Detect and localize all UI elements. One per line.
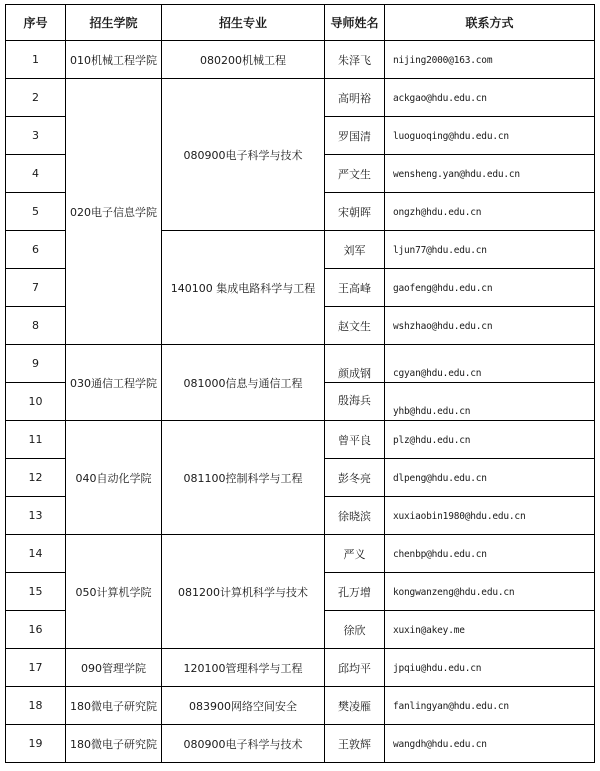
email-cell	[385, 649, 595, 687]
major-cell: 140100 集成电路科学与工程	[162, 231, 325, 345]
email-cell	[385, 383, 595, 421]
major-cell: 080200机械工程	[162, 41, 325, 79]
email-link[interactable]: kongwanzeng@hdu.edu.cn	[393, 587, 515, 598]
email-cell	[385, 231, 595, 269]
advisor-name: 邱均平	[325, 649, 385, 687]
advisor-name: 樊凌雁	[325, 687, 385, 725]
header-advisor: 导师姓名	[325, 5, 385, 41]
row-number: 14	[6, 535, 66, 573]
row-number: 12	[6, 459, 66, 497]
advisor-table	[5, 4, 595, 763]
college-cell: 180微电子研究院	[66, 725, 162, 763]
row-number: 9	[6, 345, 66, 383]
advisor-name: 高明裕	[325, 79, 385, 117]
row-number: 6	[6, 231, 66, 269]
major-cell: 120100管理科学与工程	[162, 649, 325, 687]
major-cell: 080900电子科学与技术	[162, 79, 325, 231]
major-cell: 080900电子科学与技术	[162, 725, 325, 763]
college-cell: 020电子信息学院	[66, 79, 162, 345]
email-link[interactable]: cgyan@hdu.edu.cn	[393, 368, 482, 379]
advisor-name: 刘军	[325, 231, 385, 269]
row-number: 5	[6, 193, 66, 231]
email-cell	[385, 687, 595, 725]
college-cell: 010机械工程学院	[66, 41, 162, 79]
email-cell	[385, 421, 595, 459]
header-index: 序号	[6, 5, 66, 41]
table-row	[6, 725, 595, 763]
major-cell: 081100控制科学与工程	[162, 421, 325, 535]
email-link[interactable]: nijing2000@163.com	[393, 55, 493, 66]
advisor-name: 宋朝晖	[325, 193, 385, 231]
row-number: 2	[6, 79, 66, 117]
email-cell	[385, 535, 595, 573]
email-cell	[385, 725, 595, 763]
email-link[interactable]: plz@hdu.edu.cn	[393, 435, 471, 446]
email-cell	[385, 611, 595, 649]
row-number: 17	[6, 649, 66, 687]
row-number: 19	[6, 725, 66, 763]
row-number: 10	[6, 383, 66, 421]
email-link[interactable]: yhb@hdu.edu.cn	[393, 406, 471, 417]
email-link[interactable]: ackgao@hdu.edu.cn	[393, 93, 487, 104]
table-row	[6, 687, 595, 725]
email-link[interactable]: wshzhao@hdu.edu.cn	[393, 321, 493, 332]
row-number: 4	[6, 155, 66, 193]
advisor-name: 赵文生	[325, 307, 385, 345]
header-contact: 联系方式	[385, 5, 595, 41]
email-cell	[385, 307, 595, 345]
header-college: 招生学院	[66, 5, 162, 41]
email-cell	[385, 155, 595, 193]
college-cell: 040自动化学院	[66, 421, 162, 535]
row-number: 13	[6, 497, 66, 535]
advisor-name: 曾平良	[325, 421, 385, 459]
college-cell: 090管理学院	[66, 649, 162, 687]
email-cell	[385, 497, 595, 535]
advisor-name: 罗国清	[325, 117, 385, 155]
email-cell	[385, 345, 595, 383]
row-number: 8	[6, 307, 66, 345]
college-cell: 030通信工程学院	[66, 345, 162, 421]
table-row	[6, 345, 595, 383]
major-cell: 081000信息与通信工程	[162, 345, 325, 421]
advisor-name: 王高峰	[325, 269, 385, 307]
email-cell	[385, 79, 595, 117]
email-cell	[385, 459, 595, 497]
email-link[interactable]: ongzh@hdu.edu.cn	[393, 207, 482, 218]
email-cell	[385, 269, 595, 307]
table-row	[6, 41, 595, 79]
header-major: 招生专业	[162, 5, 325, 41]
row-number: 16	[6, 611, 66, 649]
header-row	[6, 5, 595, 41]
row-number: 7	[6, 269, 66, 307]
advisor-name: 严义	[325, 535, 385, 573]
email-link[interactable]: chenbp@hdu.edu.cn	[393, 549, 487, 560]
email-cell	[385, 117, 595, 155]
row-number: 18	[6, 687, 66, 725]
email-link[interactable]: luoguoqing@hdu.edu.cn	[393, 131, 509, 142]
table-row	[6, 535, 595, 573]
row-number: 1	[6, 41, 66, 79]
email-link[interactable]: xuxiaobin1980@hdu.edu.cn	[393, 511, 526, 522]
advisor-name	[325, 383, 385, 421]
advisor-name	[325, 345, 385, 383]
advisor-name: 王敦辉	[325, 725, 385, 763]
advisor-name-text: 殷海兵	[338, 393, 371, 407]
advisor-name: 朱泽飞	[325, 41, 385, 79]
email-cell	[385, 41, 595, 79]
row-number: 15	[6, 573, 66, 611]
email-link[interactable]: gaofeng@hdu.edu.cn	[393, 283, 493, 294]
email-link[interactable]: wangdh@hdu.edu.cn	[393, 739, 487, 750]
college-cell: 050计算机学院	[66, 535, 162, 649]
row-number: 11	[6, 421, 66, 459]
advisor-name: 徐晓滨	[325, 497, 385, 535]
advisor-name: 孔万增	[325, 573, 385, 611]
row-number: 3	[6, 117, 66, 155]
table-row	[6, 649, 595, 687]
email-link[interactable]: xuxin@akey.me	[393, 625, 465, 636]
table-row	[6, 421, 595, 459]
college-cell: 180微电子研究院	[66, 687, 162, 725]
advisor-name: 徐欣	[325, 611, 385, 649]
email-link[interactable]: wensheng.yan@hdu.edu.cn	[393, 169, 520, 180]
advisor-name-text: 颜成钢	[338, 366, 371, 380]
advisor-name: 严文生	[325, 155, 385, 193]
email-link[interactable]: dlpeng@hdu.edu.cn	[393, 473, 487, 484]
email-cell	[385, 573, 595, 611]
email-cell	[385, 193, 595, 231]
email-link[interactable]: fanlingyan@hdu.edu.cn	[393, 701, 509, 712]
advisor-name: 彭冬亮	[325, 459, 385, 497]
major-cell: 083900网络空间安全	[162, 687, 325, 725]
major-cell: 081200计算机科学与技术	[162, 535, 325, 649]
email-link[interactable]: ljun77@hdu.edu.cn	[393, 245, 487, 256]
table-row	[6, 79, 595, 117]
email-link[interactable]: jpqiu@hdu.edu.cn	[393, 663, 482, 674]
